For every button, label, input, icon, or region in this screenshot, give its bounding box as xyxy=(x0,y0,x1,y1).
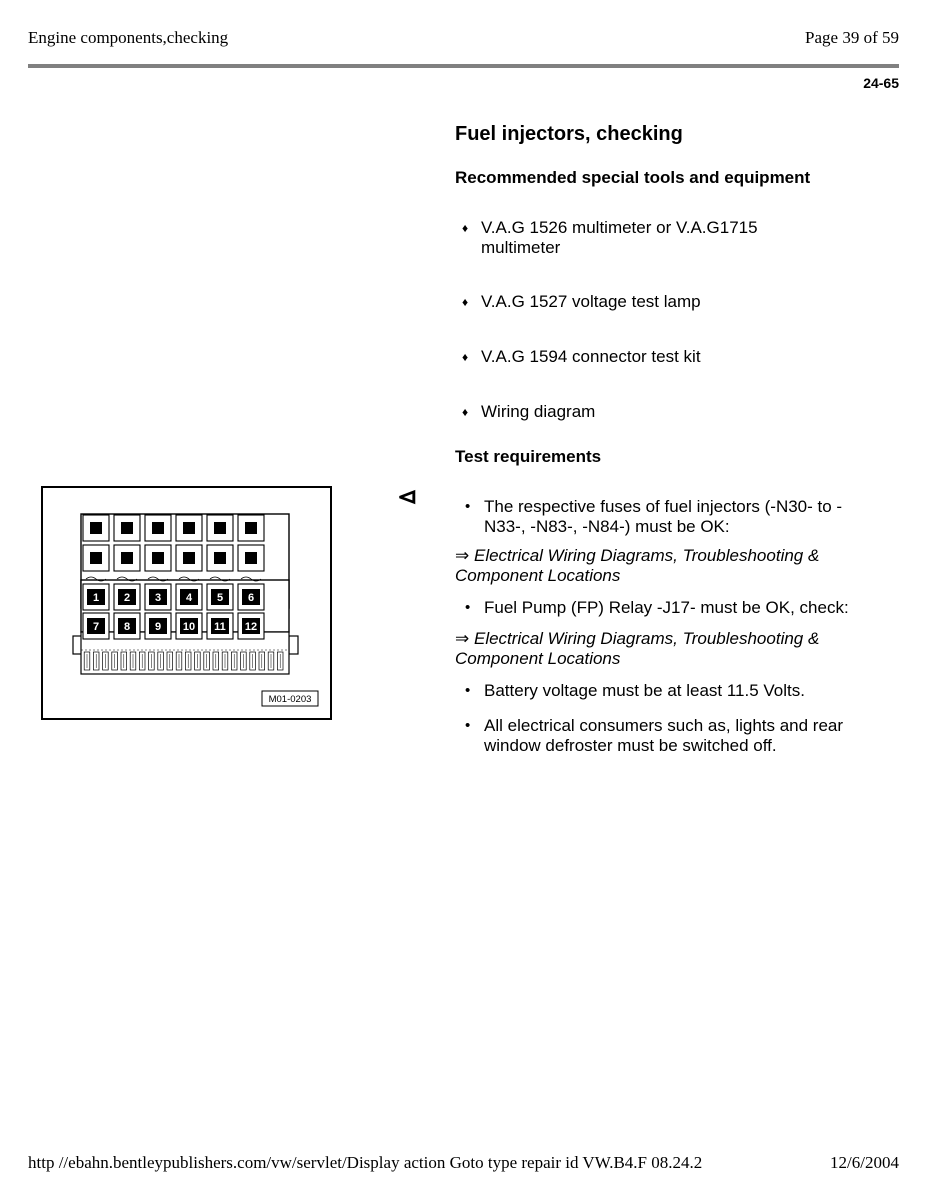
figure-code: M01-0203 xyxy=(268,694,312,705)
relay-slot-terminal xyxy=(245,552,257,564)
reference-link[interactable] xyxy=(455,546,895,586)
relay-slot-terminal xyxy=(121,552,133,564)
requirement-item xyxy=(465,681,885,701)
relay-number: 5 xyxy=(216,592,224,604)
tool-item xyxy=(462,402,882,422)
relay-slot-terminal xyxy=(90,552,102,564)
tool-item xyxy=(462,292,882,312)
relay-slot-terminal xyxy=(183,522,195,534)
bullet-icon: • xyxy=(465,498,471,515)
requirement-text: Fuel Pump (FP) Relay -J17- must be OK, check: xyxy=(484,598,849,617)
page-footer xyxy=(28,1153,899,1173)
relay-slot-terminal xyxy=(121,522,133,534)
relay-number: 1 xyxy=(92,592,100,604)
right-mount-tab xyxy=(289,636,298,654)
header-title: Engine components,checking xyxy=(28,28,229,47)
page-heading: Fuel injectors, checking xyxy=(455,123,683,145)
tool-item xyxy=(462,347,882,367)
diamond-bullet-icon: ♦ xyxy=(462,221,469,235)
footer-date: 12/6/2004 xyxy=(830,1153,899,1172)
relay-slot-terminal xyxy=(152,522,164,534)
relay-number: 11 xyxy=(214,621,226,633)
bullet-icon: • xyxy=(465,682,471,699)
tool-item-text: V.A.G 1594 connector test kit xyxy=(481,347,701,366)
relay-number: 7 xyxy=(92,621,100,633)
arrow-right-icon: ⇒ xyxy=(455,629,470,648)
reference-text: Electrical Wiring Diagrams, Troubleshooting & Component Locations xyxy=(455,629,820,668)
tool-item-text: Wiring diagram xyxy=(481,402,596,421)
requirement-text: Battery voltage must be at least 11.5 Volts. xyxy=(484,681,805,700)
relay-slot-terminal xyxy=(214,552,226,564)
relay-number: 2 xyxy=(123,592,131,604)
relay-slot-terminal xyxy=(90,522,102,534)
relay-number: 12 xyxy=(244,621,258,633)
tool-item-text: V.A.G 1526 multimeter or V.A.G1715 multimeter xyxy=(481,218,758,257)
relay-number: 9 xyxy=(154,621,162,633)
tool-item-text: V.A.G 1527 voltage test lamp xyxy=(481,292,701,311)
header-rule xyxy=(28,64,899,68)
requirement-item xyxy=(465,497,885,537)
tool-item xyxy=(462,218,882,258)
bullet-icon: • xyxy=(465,599,471,616)
requirement-item xyxy=(465,598,885,618)
relay-number: 8 xyxy=(123,621,131,633)
reference-text: Electrical Wiring Diagrams, Troubleshooting & Component Locations xyxy=(455,546,820,585)
relay-slot-terminal xyxy=(214,522,226,534)
relay-number: 3 xyxy=(154,592,162,604)
relay-slot-terminal xyxy=(152,552,164,564)
requirements-heading: Test requirements xyxy=(455,447,602,466)
figure-pointer-icon: ⊲ xyxy=(397,484,418,509)
diamond-bullet-icon: ♦ xyxy=(462,405,469,419)
relay-number: 10 xyxy=(182,621,196,633)
page-number: Page 39 of 59 xyxy=(805,28,899,47)
requirement-text: All electrical consumers such as, lights and rear window defroster must be switched off. xyxy=(484,716,844,755)
section-number: 24-65 xyxy=(863,75,899,91)
relay-number: 4 xyxy=(185,592,193,604)
requirement-item xyxy=(465,716,885,756)
relay-slot-terminal xyxy=(183,552,195,564)
arrow-right-icon: ⇒ xyxy=(455,546,470,565)
tools-heading: Recommended special tools and equipment xyxy=(455,168,811,187)
footer-url: http //ebahn.bentleypublishers.com/vw/servlet/Display action Goto type repair id VW.B4.F 08.24.2 xyxy=(28,1153,703,1172)
relay-slot-terminal xyxy=(245,522,257,534)
relay-panel-diagram xyxy=(41,486,332,720)
diamond-bullet-icon: ♦ xyxy=(462,350,469,364)
requirement-text: The respective fuses of fuel injectors (-N30- to -N33-, -N83-, -N84-) must be OK: xyxy=(484,497,843,536)
reference-link[interactable] xyxy=(455,629,895,669)
diamond-bullet-icon: ♦ xyxy=(462,295,469,309)
bullet-icon: • xyxy=(465,717,471,734)
relay-number: 6 xyxy=(247,592,255,604)
